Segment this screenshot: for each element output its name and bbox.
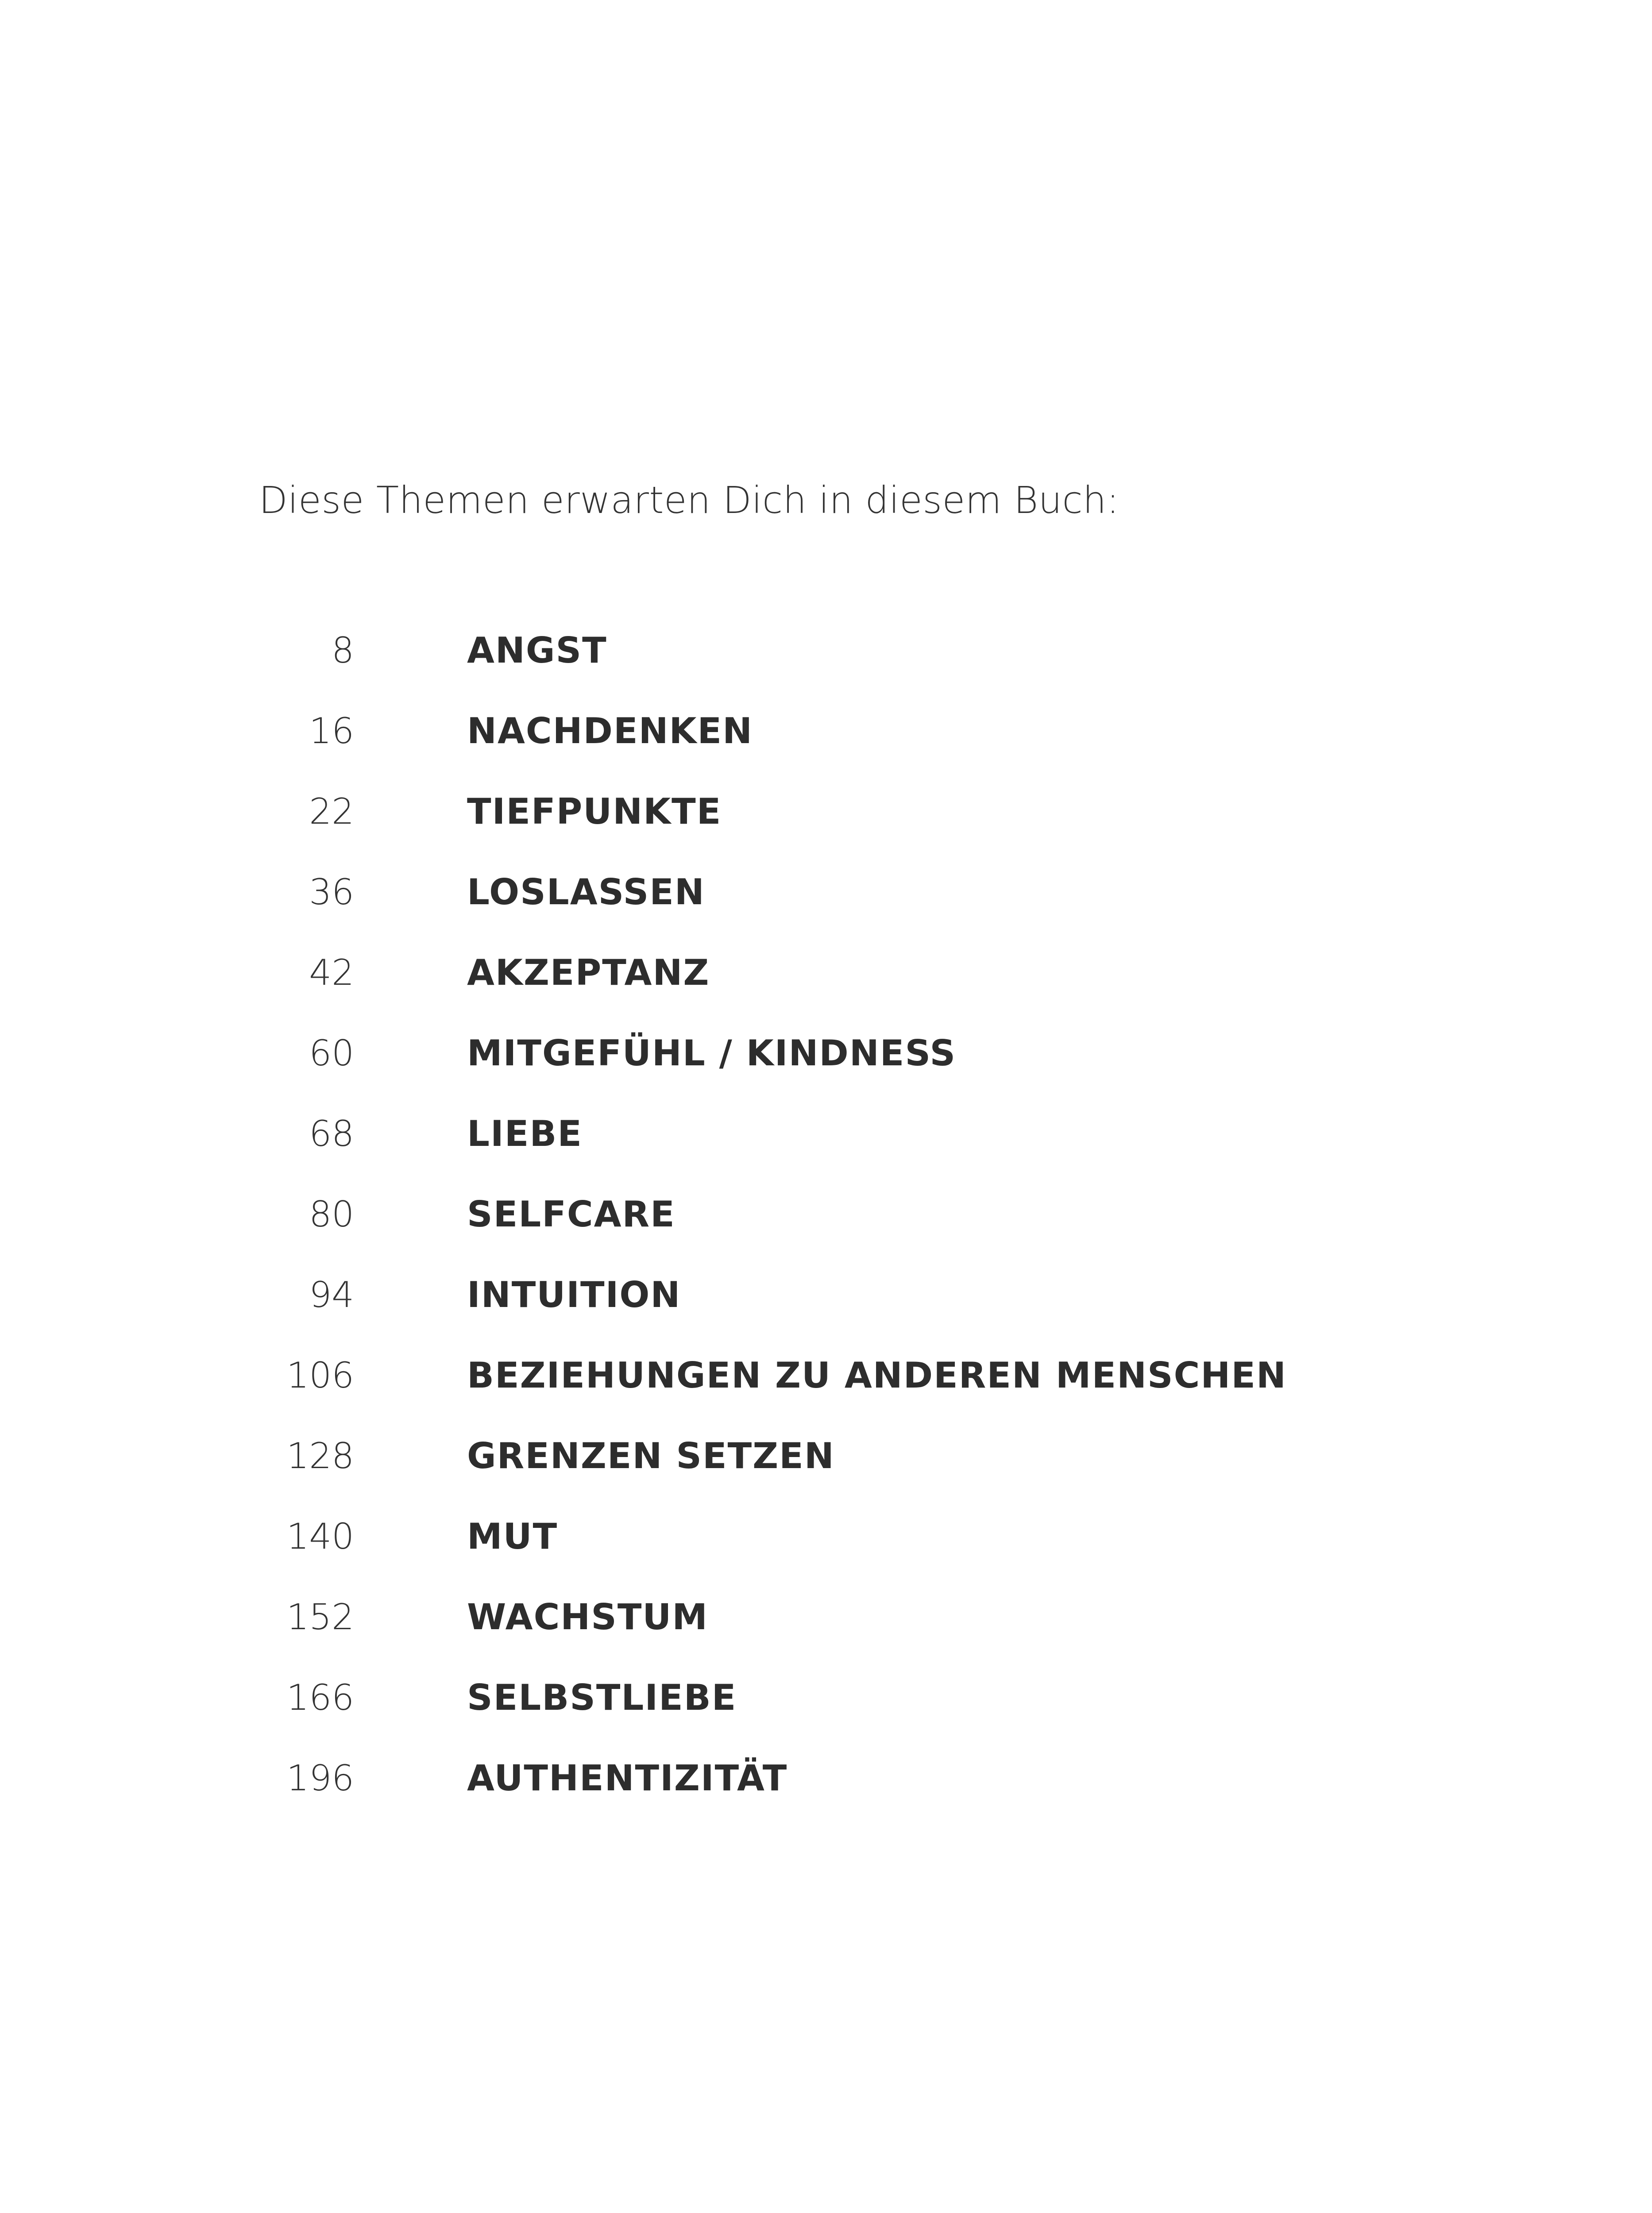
toc-topic-title: GRENZEN SETZEN (467, 1435, 835, 1477)
toc-topic-title: SELFCARE (467, 1194, 675, 1235)
toc-entry (0, 1190, 1652, 1271)
toc-entry (0, 626, 1652, 707)
toc-page-number: 80 (309, 1194, 354, 1235)
toc-page-number: 42 (309, 952, 354, 993)
toc-page-number: 152 (286, 1596, 354, 1638)
toc-topic-title: LOSLASSEN (467, 871, 705, 913)
toc-topic-title: INTUITION (467, 1274, 681, 1315)
toc-page-number: 36 (309, 871, 354, 913)
toc-topic-title: NACHDENKEN (467, 710, 753, 752)
toc-page-number: 68 (309, 1113, 354, 1154)
toc-topic-title: TIEFPUNKTE (467, 791, 722, 832)
toc-entry (0, 1673, 1652, 1754)
toc-entry (0, 1512, 1652, 1593)
toc-page-number: 60 (309, 1033, 354, 1074)
toc-topic-title: BEZIEHUNGEN ZU ANDEREN MENSCHEN (467, 1355, 1287, 1396)
toc-page-number: 8 (332, 630, 354, 671)
toc-topic-title: AKZEPTANZ (467, 952, 710, 993)
toc-page-number: 94 (309, 1274, 354, 1315)
toc-page-number: 140 (286, 1516, 354, 1557)
intro-text: Diese Themen erwarten Dich in diesem Buch: (259, 478, 1119, 522)
toc-page-number: 196 (286, 1758, 354, 1799)
toc-entry (0, 1432, 1652, 1512)
toc-topic-title: LIEBE (467, 1113, 583, 1154)
toc-page-number: 22 (309, 791, 354, 832)
toc-topic-title: AUTHENTIZITÄT (467, 1758, 788, 1799)
table-of-contents (0, 626, 1652, 1835)
toc-topic-title: MUT (467, 1516, 558, 1557)
toc-entry (0, 1110, 1652, 1190)
toc-topic-title: ANGST (467, 630, 607, 671)
toc-topic-title: SELBSTLIEBE (467, 1677, 737, 1718)
toc-page-number: 128 (286, 1435, 354, 1477)
toc-entry (0, 1351, 1652, 1432)
toc-page-number: 166 (286, 1677, 354, 1718)
toc-entry (0, 1754, 1652, 1835)
toc-entry (0, 1271, 1652, 1351)
toc-entry (0, 787, 1652, 868)
toc-entry (0, 948, 1652, 1029)
toc-page-number: 16 (309, 710, 354, 752)
toc-topic-title: MITGEFÜHL / KINDNESS (467, 1033, 957, 1074)
toc-entry (0, 1029, 1652, 1110)
toc-entry (0, 1593, 1652, 1673)
toc-page-number: 106 (286, 1355, 354, 1396)
toc-entry (0, 868, 1652, 948)
toc-topic-title: WACHSTUM (467, 1596, 708, 1638)
toc-entry (0, 707, 1652, 787)
